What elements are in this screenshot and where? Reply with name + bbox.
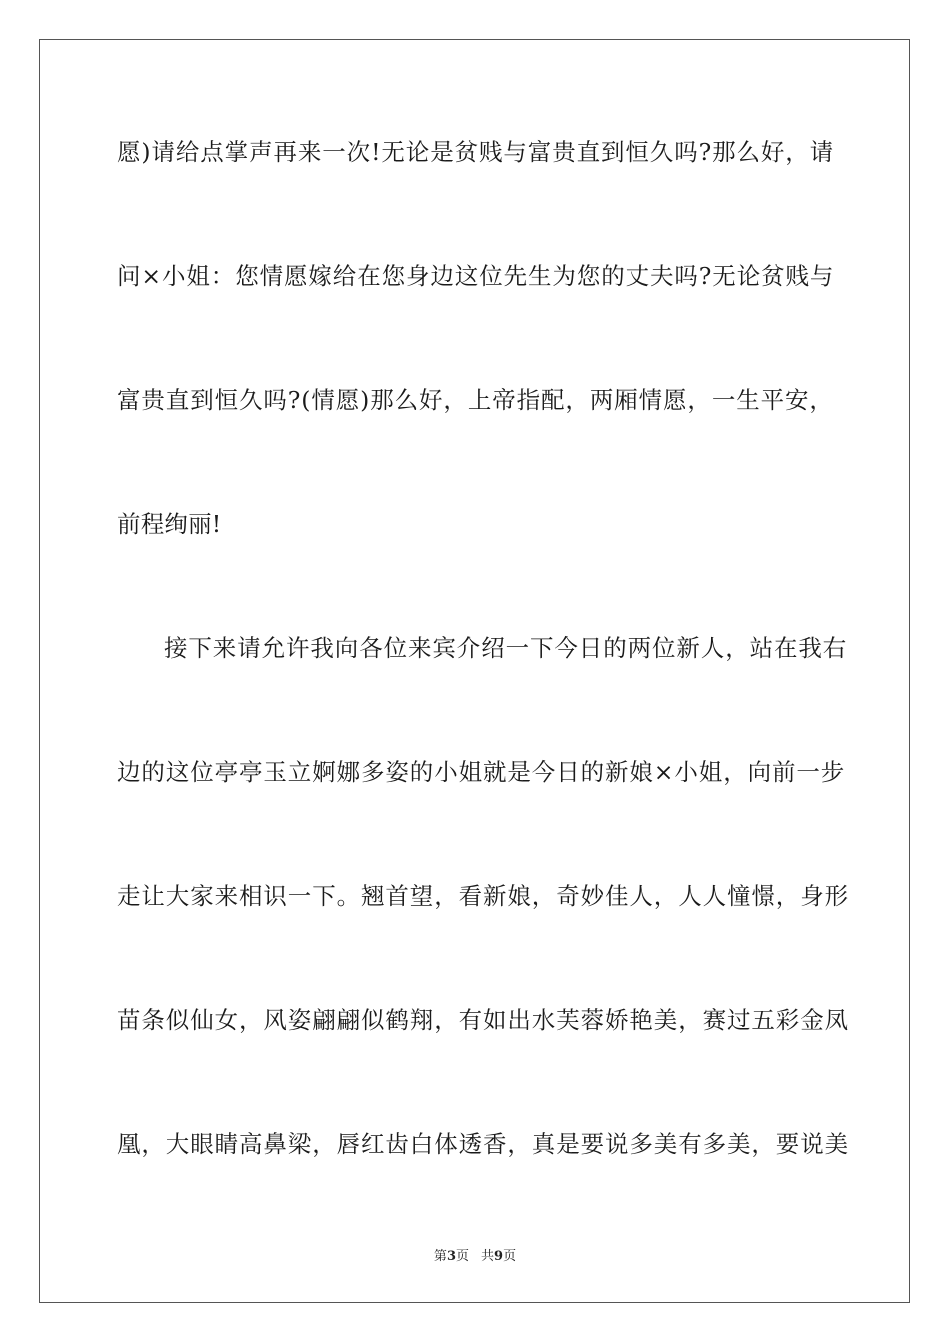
page-footer [0, 1248, 950, 1266]
text-line: 走让大家来相识一下。翘首望，看新娘，奇妙佳人，人人憧憬，身形 [117, 882, 849, 910]
page-border [39, 39, 910, 1303]
text-line: 凰，大眼睛高鼻梁，唇红齿白体透香，真是要说多美有多美，要说美 [117, 1130, 849, 1158]
total-pages: 共9页 [481, 1249, 517, 1264]
text-line: 问×小姐：您情愿嫁给在您身边这位先生为您的丈夫吗?无论贫贱与 [117, 262, 835, 290]
text-line: 富贵直到恒久吗?(情愿)那么好，上帝指配，两厢情愿，一生平安， [117, 386, 834, 414]
text-line: 前程绚丽! [117, 510, 222, 538]
text-line: 苗条似仙女，风姿翩翩似鹤翔，有如出水芙蓉娇艳美，赛过五彩金凤 [117, 1006, 849, 1034]
paragraph-first-line: 接下来请允许我向各位来宾介绍一下今日的两位新人，站在我右 [164, 634, 848, 662]
page-number: 第3页 [433, 1249, 469, 1264]
text-line: 边的这位亭亭玉立婀娜多姿的小姐就是今日的新娘×小姐，向前一步 [117, 758, 846, 786]
text-line: 愿)请给点掌声再来一次!无论是贫贱与富贵直到恒久吗?那么好，请 [117, 138, 835, 166]
